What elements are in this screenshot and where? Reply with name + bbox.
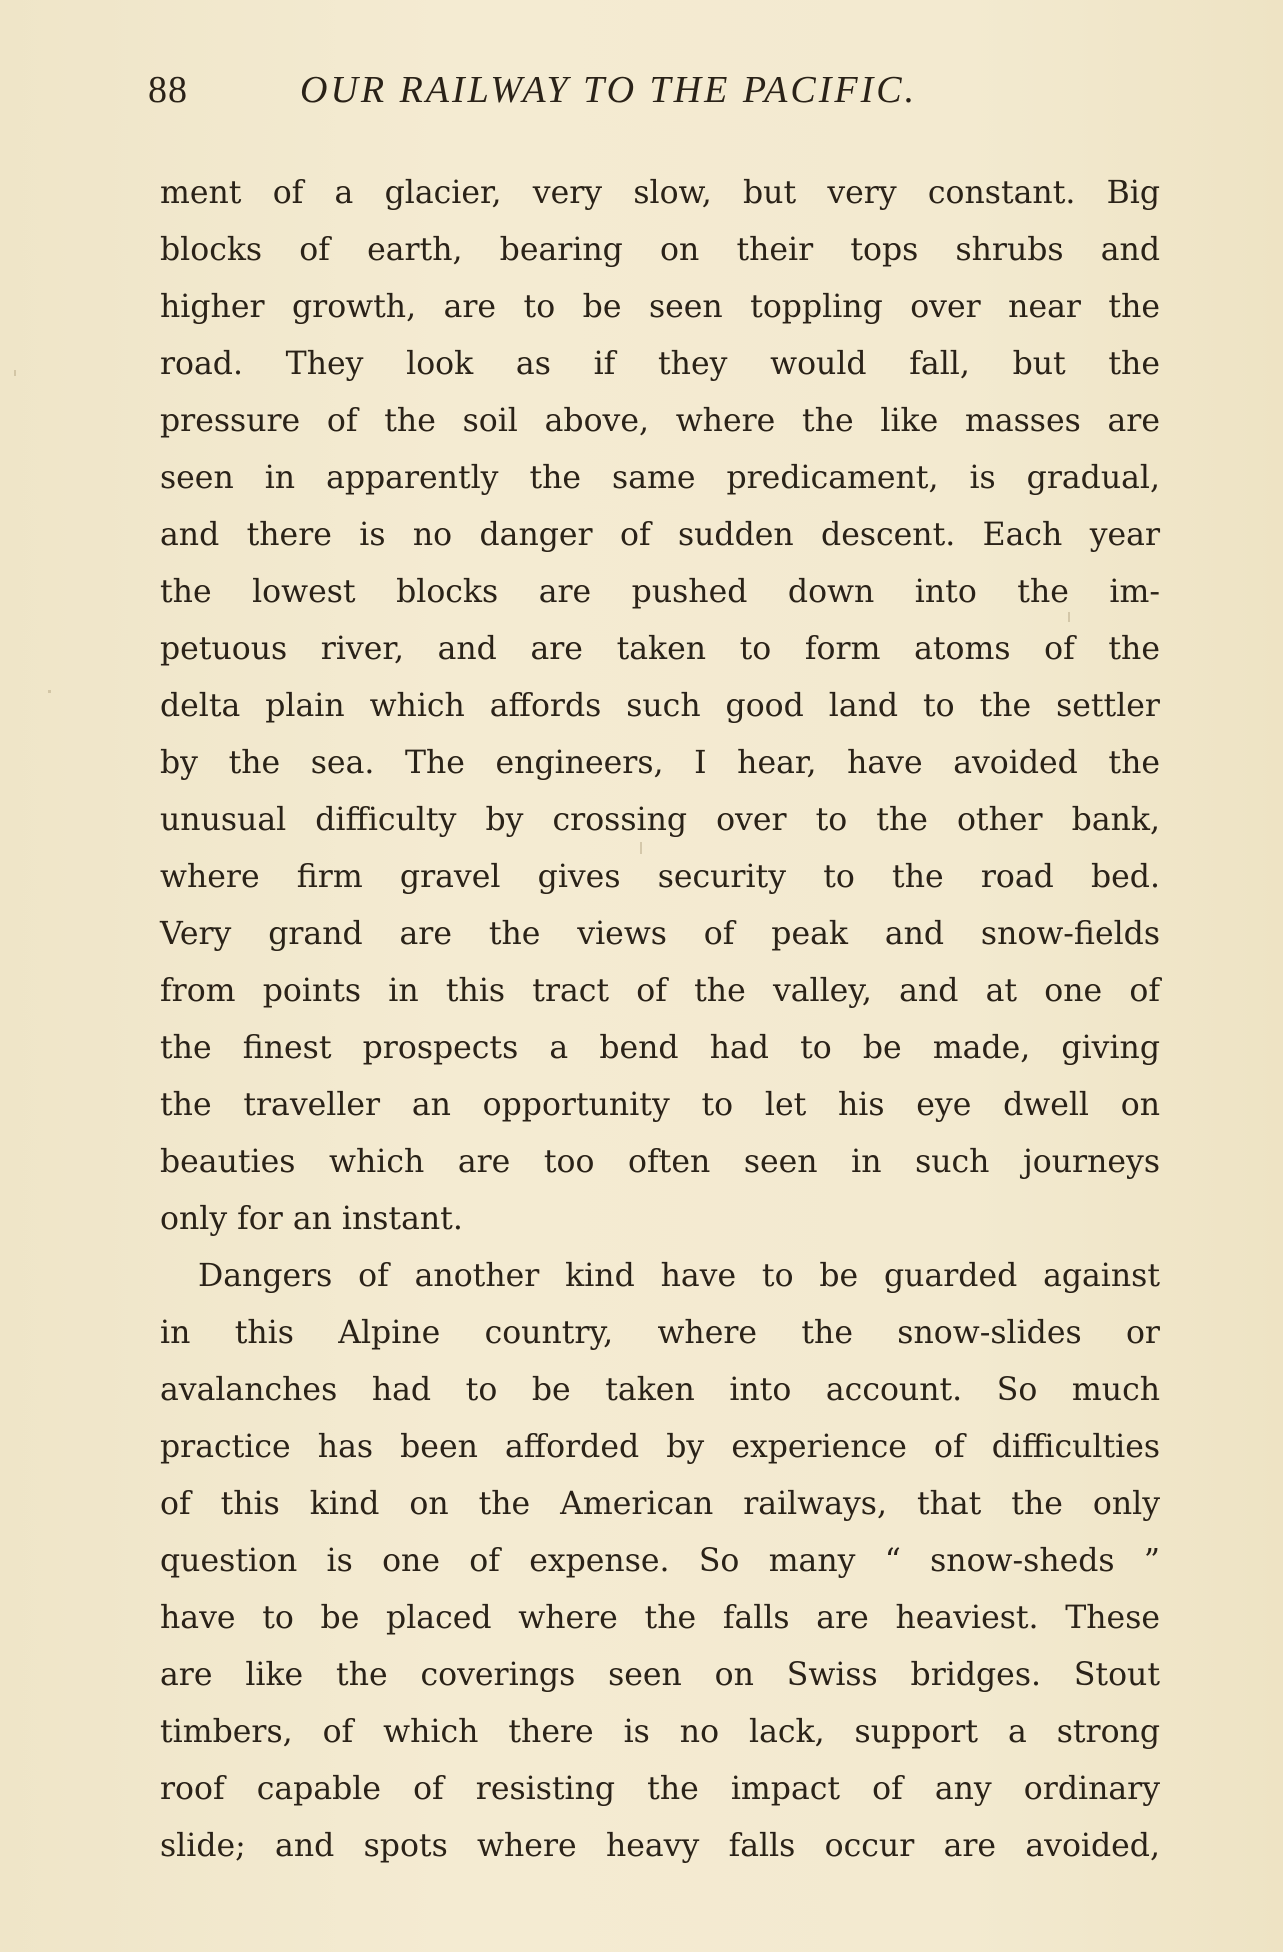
running-head (148, 68, 1048, 118)
text-line: petuous river, and are taken to form atoms of the (160, 631, 1160, 667)
text-line: timbers, of which there is no lack, support a strong (160, 1714, 1160, 1750)
paper-speck (14, 370, 16, 376)
paper-speck (640, 842, 642, 854)
text-line: Very grand are the views of peak and snow-fields (160, 916, 1160, 952)
text-line: from points in this tract of the valley, and at one of (160, 973, 1160, 1009)
text-line: unusual difficulty by crossing over to the other bank, (160, 802, 1160, 838)
text-line: delta plain which affords such good land to the settler (160, 688, 1160, 724)
text-line: and there is no danger of sudden descent. Each year (160, 517, 1160, 553)
text-line: the traveller an opportunity to let his eye dwell on (160, 1087, 1160, 1123)
text-line: seen in apparently the same predicament, is gradual, (160, 460, 1160, 496)
text-line: avalanches had to be taken into account. So much (160, 1372, 1160, 1408)
text-line: the lowest blocks are pushed down into the im- (160, 574, 1160, 610)
text-line: slide; and spots where heavy falls occur are avoided, (160, 1828, 1160, 1864)
text-line: by the sea. The engineers, I hear, have avoided the (160, 745, 1160, 781)
text-line: roof capable of resisting the impact of any ordinary (160, 1771, 1160, 1807)
text-line: only for an instant. (160, 1201, 463, 1237)
running-title: OUR RAILWAY TO THE PACIFIC. (300, 69, 918, 111)
text-line: question is one of expense. So many “ snow-sheds ” (160, 1543, 1160, 1579)
text-line: of this kind on the American railways, that the only (160, 1486, 1160, 1522)
text-line: Dangers of another kind have to be guarded against (198, 1258, 1160, 1294)
text-line: beauties which are too often seen in such journeys (160, 1144, 1160, 1180)
text-line: higher growth, are to be seen toppling over near the (160, 289, 1160, 325)
paper-speck (48, 690, 51, 693)
text-line: blocks of earth, bearing on their tops shrubs and (160, 232, 1160, 268)
paper-speck (1068, 612, 1070, 622)
text-line: in this Alpine country, where the snow-slides or (160, 1315, 1160, 1351)
text-line: pressure of the soil above, where the like masses are (160, 403, 1160, 439)
page-number: 88 (148, 69, 188, 111)
text-line: are like the coverings seen on Swiss bridges. Stout (160, 1657, 1160, 1693)
text-line: practice has been afforded by experience of difficulties (160, 1429, 1160, 1465)
text-line: have to be placed where the falls are heaviest. These (160, 1600, 1160, 1636)
body-text (160, 165, 1160, 1875)
text-line: where firm gravel gives security to the road bed. (160, 859, 1160, 895)
text-line: road. They look as if they would fall, but the (160, 346, 1160, 382)
text-line: the finest prospects a bend had to be made, giving (160, 1030, 1160, 1066)
text-line: ment of a glacier, very slow, but very constant. Big (160, 175, 1160, 211)
